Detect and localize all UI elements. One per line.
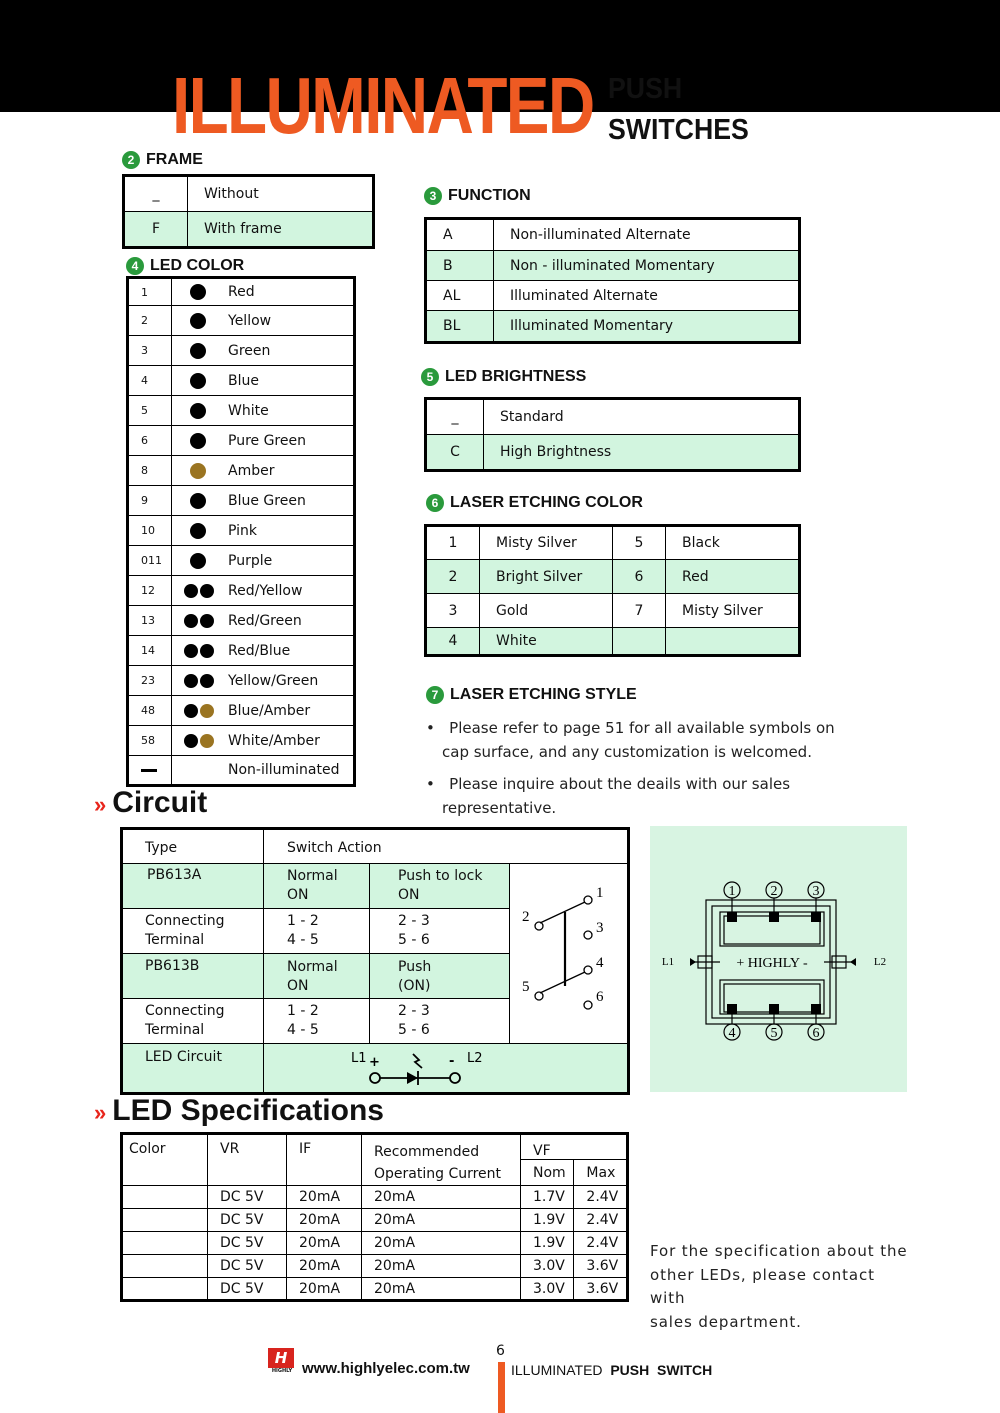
led-circuit-label: LED Circuit [145, 1049, 222, 1065]
type-header: Type [145, 840, 178, 856]
led-dot-icon [200, 614, 214, 628]
function-label: Illuminated Momentary [494, 311, 800, 343]
frame-label: Without [188, 176, 374, 212]
spec-rec: 20mA [362, 1186, 521, 1209]
laser-color-code: 3 [426, 594, 480, 628]
footer-accent-bar [498, 1362, 505, 1413]
led-dot-icon [184, 704, 198, 718]
pin-label: 6 [812, 1026, 820, 1041]
spec-nom: 1.9V [521, 1232, 574, 1255]
table-row [128, 516, 355, 546]
spec-color [122, 1278, 208, 1301]
website-link[interactable]: www.highlyelec.com.tw [302, 1360, 470, 1377]
spec-if: 20mA [287, 1255, 362, 1278]
pb613b-label: PB613B [145, 958, 200, 974]
non-illuminated-dash-icon [141, 769, 157, 772]
led-code: 10 [128, 516, 172, 546]
laser-color-title: LASER ETCHING COLOR [450, 494, 643, 511]
pb613a-push: Push to lock ON [398, 868, 483, 903]
led-color-label: Red/Green [228, 612, 302, 629]
function-table [424, 217, 801, 344]
logo-mark: H [268, 1348, 294, 1368]
laser-color-code: 1 [426, 526, 480, 560]
connecting-terminal-label: Connecting Terminal [145, 913, 225, 948]
section-number: 2 [122, 151, 140, 169]
frame-code: F [124, 212, 188, 248]
table-row [426, 560, 800, 594]
led-color-label: Blue/Amber [228, 702, 311, 719]
led-color-title: LED COLOR [150, 257, 245, 274]
table-row [122, 1278, 628, 1301]
led-code [128, 756, 172, 786]
laser-color-label: Black [666, 526, 800, 560]
led-color-table [126, 276, 356, 787]
led-indicator [184, 463, 222, 479]
laser-color-heading [426, 494, 643, 512]
led-indicator [184, 433, 222, 449]
l1-label: L1 [351, 1051, 367, 1066]
brand-mark: + HIGHLY - [736, 956, 808, 971]
table-row [122, 1232, 628, 1255]
col-vr: VR [208, 1134, 287, 1186]
circuit-heading [94, 786, 207, 820]
section-number: 7 [426, 686, 444, 704]
table-row [128, 306, 355, 336]
led-dot-icon [190, 284, 206, 300]
spec-color [122, 1232, 208, 1255]
pb613b-normal: Normal ON [287, 959, 338, 994]
spec-if: 20mA [287, 1186, 362, 1209]
laser-style-bullet: • Please refer to page 51 for all available symbols on cap surface, and any customization is welcomed. [426, 716, 846, 764]
brightness-title: LED BRIGHTNESS [445, 368, 587, 385]
company-logo [268, 1348, 296, 1376]
table-row [128, 636, 355, 666]
led-dot-icon [184, 734, 198, 748]
pin-label: 6 [596, 989, 604, 1005]
led-dot-icon [200, 704, 214, 718]
led-indicator [184, 673, 222, 689]
table-row [128, 456, 355, 486]
frame-heading [122, 151, 203, 169]
led-dot-icon [184, 584, 198, 598]
bullet-text: Please refer to page 51 for all available symbols on [449, 719, 835, 737]
laser-color-label: Gold [480, 594, 613, 628]
table-row [426, 594, 800, 628]
led-code: 6 [128, 426, 172, 456]
conn-b-normal: 1 - 2 4 - 5 [287, 1003, 319, 1038]
table-row [128, 486, 355, 516]
led-color-label: Yellow/Green [228, 672, 319, 689]
spec-color [122, 1186, 208, 1209]
pin-label: 2 [770, 884, 778, 899]
spec-if: 20mA [287, 1209, 362, 1232]
col-recommended: Recommended Operating Current [362, 1134, 521, 1186]
brightness-table [424, 397, 801, 472]
table-row [122, 1209, 628, 1232]
led-color-label: Red/Yellow [228, 582, 303, 599]
page-number: 6 [496, 1343, 505, 1359]
bullet-text: cap surface, and any customization is welcomed. [442, 743, 812, 761]
table-row [128, 726, 355, 756]
led-dot-icon [200, 734, 214, 748]
table-row [426, 399, 800, 435]
led-dot-icon [190, 463, 206, 479]
action-header: Switch Action [287, 840, 382, 856]
table-row [426, 281, 800, 311]
section-number: 4 [126, 257, 144, 275]
led-dot-icon [184, 614, 198, 628]
page-title: ILLUMINATED [172, 61, 594, 150]
function-label: Non-illuminated Alternate [494, 219, 800, 251]
led-color-label: Purple [228, 552, 273, 569]
laser-style-heading [426, 686, 637, 704]
led-indicator [184, 703, 222, 719]
led-dot-icon [190, 313, 206, 329]
led-code: 5 [128, 396, 172, 426]
function-code: B [426, 251, 494, 281]
led-dot-icon [190, 373, 206, 389]
led-dot-icon [184, 644, 198, 658]
table-row [426, 628, 800, 656]
laser-color-table [424, 524, 801, 657]
circuit-title: Circuit [112, 786, 208, 819]
table-row [128, 366, 355, 396]
led-dot-icon [200, 584, 214, 598]
spec-max: 3.6V [574, 1255, 628, 1278]
pin-label: 3 [596, 920, 604, 936]
footer-tagline: ILLUMINATED PUSH SWITCH [511, 1362, 713, 1378]
table-row [128, 756, 355, 786]
table-row [128, 606, 355, 636]
led-indicator [184, 643, 222, 659]
laser-color-label: Bright Silver [480, 560, 613, 594]
table-row [122, 1186, 628, 1209]
col-color: Color [122, 1134, 208, 1186]
table-row [426, 435, 800, 471]
table-row [124, 176, 374, 212]
pin-label: 1 [728, 884, 736, 899]
spec-max: 2.4V [574, 1232, 628, 1255]
l2-label: L2 [467, 1051, 483, 1066]
col-nom: Nom [521, 1160, 574, 1186]
spec-nom: 1.9V [521, 1209, 574, 1232]
laser-color-label: Red [666, 560, 800, 594]
table-row [128, 396, 355, 426]
pin-label: 4 [728, 1026, 736, 1041]
circuit-table [120, 827, 630, 1095]
frame-table [122, 174, 375, 249]
laser-color-label: Misty Silver [666, 594, 800, 628]
led-code: 011 [128, 546, 172, 576]
spec-max: 2.4V [574, 1186, 628, 1209]
led-spec-heading [94, 1094, 384, 1128]
spec-if: 20mA [287, 1278, 362, 1301]
plus-sign: + [369, 1055, 380, 1070]
led-code: 48 [128, 696, 172, 726]
spec-rec: 20mA [362, 1255, 521, 1278]
led-dot-icon [190, 493, 206, 509]
laser-color-code: 5 [613, 526, 666, 560]
pin-label: 3 [812, 884, 820, 899]
laser-color-code: 7 [613, 594, 666, 628]
frame-label: With frame [188, 212, 374, 248]
led-color-label: Pure Green [228, 432, 306, 449]
led-color-label: White [228, 402, 269, 419]
led-indicator [184, 343, 222, 359]
led-code: 13 [128, 606, 172, 636]
table-row [128, 278, 355, 306]
led-color-label: White/Amber [228, 732, 320, 749]
spec-vr: DC 5V [208, 1255, 287, 1278]
led-color-label: Red/Blue [228, 642, 291, 659]
led-indicator [184, 583, 222, 599]
pin-label: 5 [522, 979, 530, 995]
laser-color-label: Misty Silver [480, 526, 613, 560]
title-sub-push: PUSH [608, 73, 683, 105]
chevron-icon: » [94, 1100, 107, 1125]
conn-a-push: 2 - 3 5 - 6 [398, 913, 430, 948]
function-code: AL [426, 281, 494, 311]
spec-max: 3.6V [574, 1278, 628, 1301]
pin-label: 4 [596, 955, 604, 971]
col-max: Max [574, 1160, 628, 1186]
table-row [128, 426, 355, 456]
brightness-code: C [426, 435, 484, 471]
function-label: Non - illuminated Momentary [494, 251, 800, 281]
l1-label: L1 [661, 956, 675, 968]
led-code: 14 [128, 636, 172, 666]
spec-vr: DC 5V [208, 1186, 287, 1209]
section-number: 3 [424, 187, 442, 205]
led-dot-icon [190, 553, 206, 569]
led-code: 4 [128, 366, 172, 396]
table-row [426, 311, 800, 343]
l2-label: L2 [873, 956, 887, 968]
led-code: 2 [128, 306, 172, 336]
table-row [124, 212, 374, 248]
function-title: FUNCTION [448, 187, 531, 204]
spec-vr: DC 5V [208, 1278, 287, 1301]
led-code: 8 [128, 456, 172, 486]
laser-color-code [613, 628, 666, 656]
led-indicator [184, 493, 222, 509]
led-spec-table [120, 1132, 629, 1302]
pb613b-push: Push (ON) [398, 959, 432, 994]
led-diode-symbol [343, 1044, 503, 1092]
table-header-row [122, 1134, 628, 1160]
led-indicator [184, 523, 222, 539]
led-color-label: Non-illuminated [228, 762, 340, 778]
function-code: A [426, 219, 494, 251]
led-spec-title: LED Specifications [112, 1094, 384, 1127]
led-indicator [184, 284, 222, 300]
led-dot-icon [200, 674, 214, 688]
spec-vr: DC 5V [208, 1209, 287, 1232]
brightness-label: High Brightness [484, 435, 800, 471]
table-row [128, 666, 355, 696]
led-code: 58 [128, 726, 172, 756]
spec-nom: 1.7V [521, 1186, 574, 1209]
pb613a-label: PB613A [147, 867, 202, 883]
led-color-label: Red [228, 284, 255, 300]
frame-code: _ [124, 176, 188, 212]
function-label: Illuminated Alternate [494, 281, 800, 311]
led-code: 12 [128, 576, 172, 606]
led-color-label: Blue Green [228, 492, 306, 509]
led-color-label: Amber [228, 462, 275, 479]
laser-style-title: LASER ETCHING STYLE [450, 686, 637, 703]
spec-color [122, 1209, 208, 1232]
led-dot-icon [184, 674, 198, 688]
col-vf: VF [521, 1134, 628, 1160]
bullet-text: Please inquire about the deails with our sales [449, 775, 791, 793]
led-code: 9 [128, 486, 172, 516]
led-color-label: Green [228, 342, 271, 359]
section-number: 5 [421, 368, 439, 386]
switch-schematic [510, 864, 627, 1043]
led-indicator [184, 733, 222, 749]
laser-color-code: 4 [426, 628, 480, 656]
spec-nom: 3.0V [521, 1255, 574, 1278]
conn-a-normal: 1 - 2 4 - 5 [287, 913, 319, 948]
spec-rec: 20mA [362, 1209, 521, 1232]
table-row [128, 546, 355, 576]
function-code: BL [426, 311, 494, 343]
spec-note: For the specification about the other LEDs, please contact with sales department. [650, 1242, 908, 1331]
table-row [426, 251, 800, 281]
led-indicator [184, 613, 222, 629]
section-number: 6 [426, 494, 444, 512]
led-color-label: Yellow [228, 312, 272, 329]
bullet-text: representative. [442, 799, 557, 817]
led-color-heading [126, 257, 244, 275]
led-indicator [184, 313, 222, 329]
spec-rec: 20mA [362, 1278, 521, 1301]
spec-max: 2.4V [574, 1209, 628, 1232]
led-dot-icon [190, 403, 206, 419]
col-if: IF [287, 1134, 362, 1186]
pin-label: 1 [596, 885, 604, 901]
led-indicator [184, 403, 222, 419]
pin-label: 5 [770, 1026, 778, 1041]
spec-if: 20mA [287, 1232, 362, 1255]
table-row [128, 336, 355, 366]
pin-label: 2 [522, 909, 530, 925]
connecting-terminal-label: Connecting Terminal [145, 1003, 225, 1038]
led-dot-icon [190, 433, 206, 449]
table-row [426, 219, 800, 251]
led-indicator [184, 553, 222, 569]
table-row [128, 576, 355, 606]
minus-sign: - [449, 1054, 455, 1069]
spec-vr: DC 5V [208, 1232, 287, 1255]
frame-title: FRAME [146, 151, 203, 168]
conn-b-push: 2 - 3 5 - 6 [398, 1003, 430, 1038]
laser-style-bullet: • Please inquire about the deails with our sales representative. [426, 772, 846, 820]
brightness-heading [421, 368, 586, 386]
logo-text: HIGHLY [271, 1368, 293, 1374]
laser-color-label: White [480, 628, 613, 656]
brightness-code: _ [426, 399, 484, 435]
led-code: 3 [128, 336, 172, 366]
led-dot-icon [190, 523, 206, 539]
table-row [128, 696, 355, 726]
brightness-label: Standard [484, 399, 800, 435]
laser-color-label [666, 628, 800, 656]
table-row [122, 1255, 628, 1278]
led-color-label: Blue [228, 372, 259, 389]
function-heading [424, 187, 531, 205]
chevron-icon: » [94, 792, 107, 817]
spec-nom: 3.0V [521, 1278, 574, 1301]
spec-color [122, 1255, 208, 1278]
table-row [426, 526, 800, 560]
led-color-label: Pink [228, 522, 258, 539]
led-code: 23 [128, 666, 172, 696]
spec-rec: 20mA [362, 1232, 521, 1255]
led-dot-icon [190, 343, 206, 359]
pb613a-normal: Normal ON [287, 868, 338, 903]
laser-color-code: 6 [613, 560, 666, 594]
title-sub-switches: SWITCHES [608, 114, 749, 146]
led-indicator [184, 373, 222, 389]
terminal-diagram [650, 826, 907, 1092]
laser-color-code: 2 [426, 560, 480, 594]
led-dot-icon [200, 644, 214, 658]
led-code: 1 [128, 278, 172, 306]
